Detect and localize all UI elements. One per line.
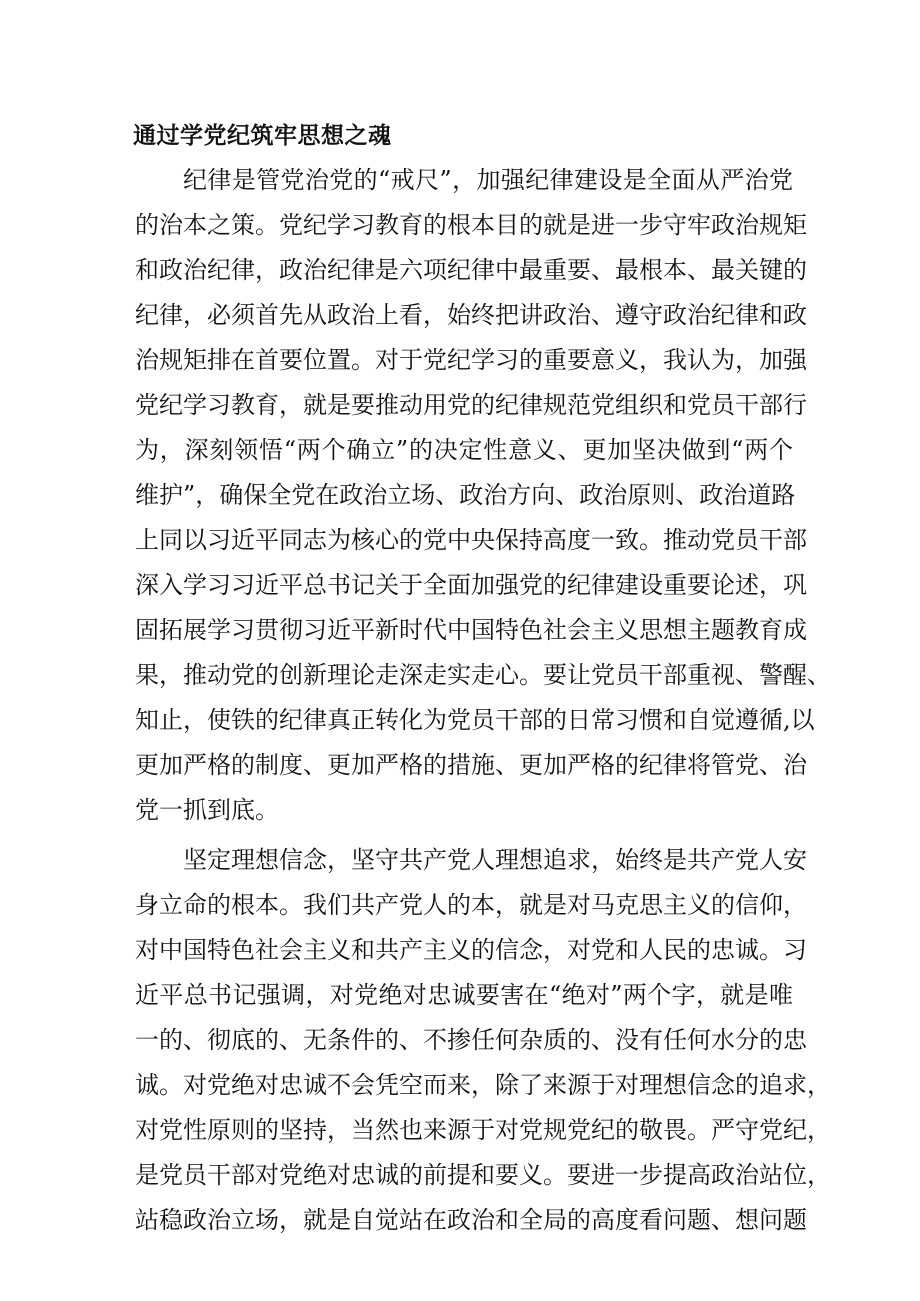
document-title: 通过学党纪筑牢思想之魂 <box>133 123 392 149</box>
paragraph-1-line-1: 纪律是管党治党的“戒尺”，加强纪律建设是全面从严治党 <box>183 166 793 194</box>
paragraph-1-line-3: 和政治纪律，政治纪律是六项纪律中最重要、最根本、最关键的 <box>135 256 807 284</box>
paragraph-2-line-4: 近平总书记强调，对党绝对忠诚要害在“绝对”两个字，就是唯 <box>135 981 793 1009</box>
paragraph-2-line-8: 是党员干部对党绝对忠诚的前提和要义。要进一步提高政治站位， <box>135 1161 831 1189</box>
paragraph-1-line-10: 深入学习习近平总书记关于全面加强党的纪律建设重要论述，巩 <box>135 571 807 599</box>
paragraph-1-line-9: 上同以习近平同志为核心的党中央保持高度一致。推动党员干部 <box>135 526 807 554</box>
paragraph-1-line-6: 党纪学习教育，就是要推动用党的纪律规范党组织和党员干部行 <box>135 391 807 419</box>
paragraph-2-line-9: 站稳政治立场，就是自觉站在政治和全局的高度看问题、想问题 <box>135 1206 807 1234</box>
paragraph-1-line-4: 纪律，必须首先从政治上看，始终把讲政治、遵守政治纪律和政 <box>135 301 807 329</box>
paragraph-2-line-7: 对党性原则的坚持，当然也来源于对党规党纪的敬畏。严守党纪， <box>135 1116 831 1144</box>
paragraph-2-line-2: 身立命的根本。我们共产党人的本，就是对马克思主义的信仰， <box>135 891 807 919</box>
paragraph-2-line-3: 对中国特色社会主义和共产主义的信念，对党和人民的忠诚。习 <box>135 936 807 964</box>
paragraph-2-line-6: 诚。对党绝对忠诚不会凭空而来，除了来源于对理想信念的追求， <box>135 1071 831 1099</box>
paragraph-1-line-8: 维护”，确保全党在政治立场、政治方向、政治原则、政治道路 <box>135 481 796 509</box>
paragraph-1-line-13: 知止，使铁的纪律真正转化为党员干部的日常习惯和自觉遵循,以 <box>135 706 815 734</box>
paragraph-1-line-5: 治规矩排在首要位置。对于党纪学习的重要意义，我认为，加强 <box>135 346 807 374</box>
paragraph-1-line-12: 果，推动党的创新理论走深走实走心。要让党员干部重视、警醒、 <box>135 661 831 689</box>
paragraph-2-line-1: 坚定理想信念，坚守共产党人理想追求，始终是共产党人安 <box>183 846 807 874</box>
paragraph-1-line-14: 更加严格的制度、更加严格的措施、更加严格的纪律将管党、治 <box>135 751 807 779</box>
paragraph-1-line-2: 的治本之策。党纪学习教育的根本目的就是进一步守牢政治规矩 <box>135 211 807 239</box>
paragraph-1-line-11: 固拓展学习贯彻习近平新时代中国特色社会主义思想主题教育成 <box>135 616 807 644</box>
paragraph-1-line-15: 党一抓到底。 <box>135 796 279 824</box>
paragraph-1-line-7: 为，深刻领悟“两个确立”的决定性意义、更加坚决做到“两个 <box>135 436 793 464</box>
paragraph-2-line-5: 一的、彻底的、无条件的、不掺任何杂质的、没有任何水分的忠 <box>135 1026 807 1054</box>
